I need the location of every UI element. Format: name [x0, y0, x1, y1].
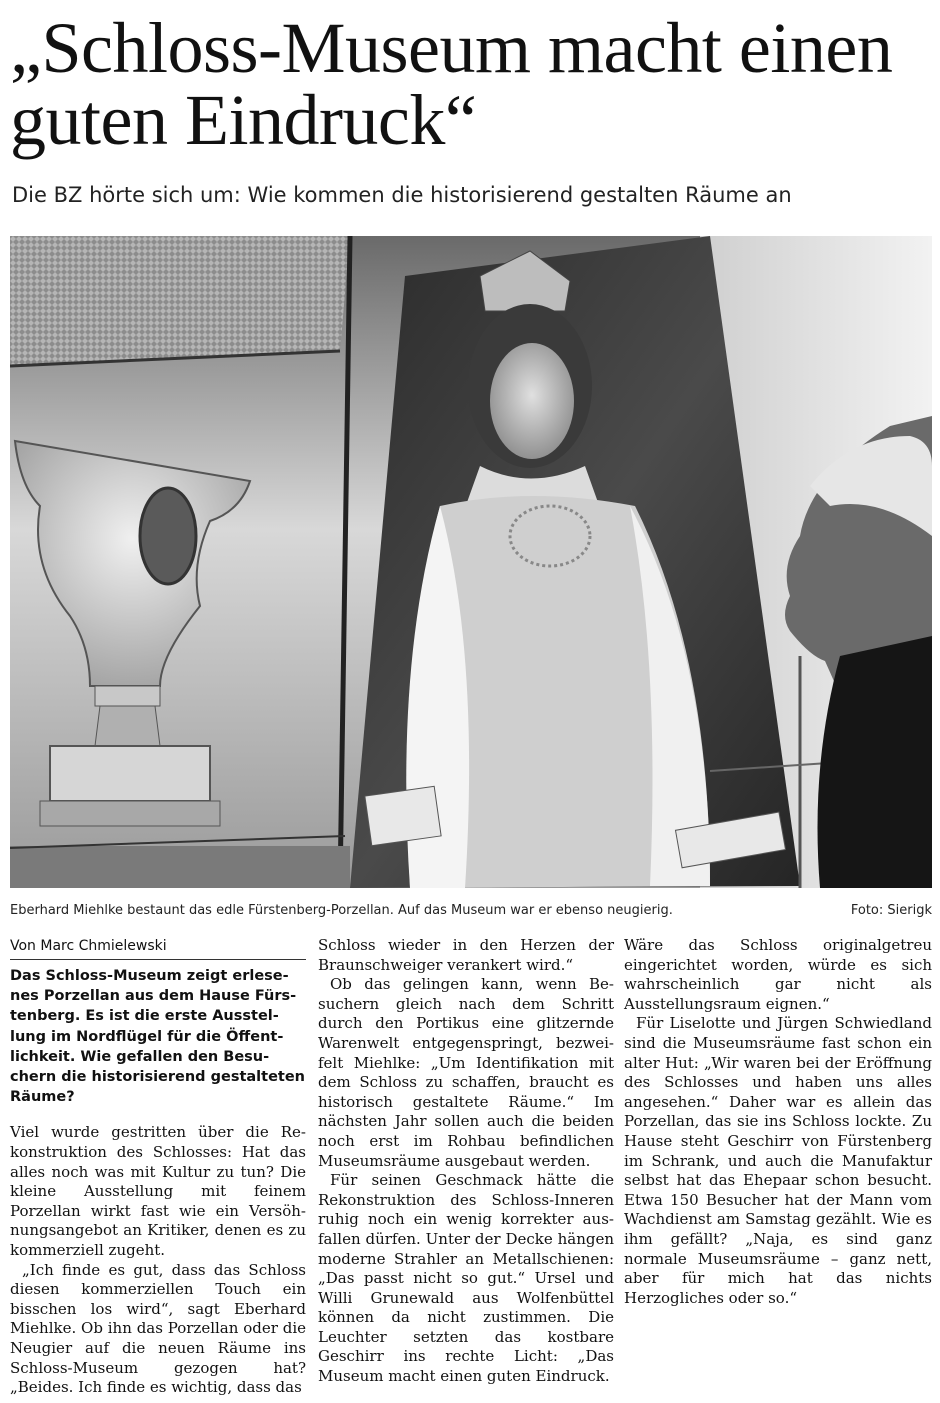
- body-paragraph: „Ich finde es gut, dass das Schloss diesen kommerziellen Touch ein bisschen los wird“, sagt Eberhard Miehlke. Ob ihn das Porzellan oder die Neugier auf die neuen Räume ins Schloss-Museum gezogen hat? „Beides. Ich finde es wichtig, dass das: [10, 1260, 306, 1397]
- body-paragraph: Ob das gelingen kann, wenn Besuchern gleich nach dem Schritt durch den Portikus eine glitzernde Warenwelt entgegenspringt, bezweifelt Miehlke: „Um Identifikation mit dem Schloss zu schaffen, braucht es historisch gestaltete Räume.“ Im nächsten Jahr sollen auch die beiden noch erst im Rohbau befindlichen Museumsräume ausgebaut werden.: [318, 975, 614, 1170]
- article-photo: [10, 236, 932, 888]
- body-paragraph: Schloss wieder in den Herzen der Braunschweiger verankert wird.“: [318, 936, 614, 974]
- body-paragraph: Für Liselotte und Jürgen Schwiedland sind die Museumsräume fast schon ein alter Hut: „Wir waren bei der Eröffnung des Schlosses und haben uns alles angesehen.“ Daher war es allein das Porzellan, das sie ins Schloss lockte. Zu Hause steht Geschirr von Fürstenberg im Schrank, und auch die Manufaktur selbst hat das Ehepaar schon besucht. Etwa 150 Besucher hat der Mann vom Wachdienst am Samstag gezählt. Wie es ihm gefällt? „Naja, es sind ganz normale Museumsräume – ganz nett, aber für mich hat das nichts Herzogliches oder so.“: [624, 1014, 932, 1307]
- subheadline: Die BZ hörte sich um: Wie kommen die historisierend gestalten Räume an: [12, 183, 792, 207]
- body-paragraph: Viel wurde gestritten über die Rekonstruktion des Schlosses: Hat das alles noch was mit Kultur zu tun? Die kleine Ausstellung mit feinem Porzellan wirkt fast wie ein Versöhnungsangebot an Kritiker, denen es zu kommerziell zugeht.: [10, 1123, 306, 1259]
- article-column-1: [10, 936, 306, 1398]
- headline: „Schloss-Museum macht einen guten Eindruck“: [10, 8, 893, 160]
- photo-caption: Eberhard Miehlke bestaunt das edle Fürstenberg-Porzellan. Auf das Museum war er ebenso neugierig.: [10, 903, 673, 918]
- museum-photo-illustration: [10, 236, 932, 888]
- body-paragraph: Für seinen Geschmack hätte die Rekonstruktion des Schloss-Inneren ruhig noch ein wenig korrekter ausfallen dürfen. Unter der Decke hängen moderne Strahler an Metallschienen: „Das passt nicht so gut.“ Ursel und Willi Grunewald aus Wolfenbüttel können da nicht zustimmen. Die Leuchter setzten das kostbare Geschirr ins rechte Licht: „Das Museum macht einen guten Eindruck.: [318, 1171, 614, 1386]
- photo-caption-bar: [10, 900, 932, 922]
- photo-credit: Foto: Sierigk: [850, 903, 932, 918]
- body-paragraph: Wäre das Schloss originalgetreu eingerichtet worden, würde es sich wahrscheinlich gar nicht als Ausstellungsraum eignen.“: [624, 936, 932, 1013]
- byline: Von Marc Chmielewski: [10, 936, 306, 960]
- lead-paragraph: Das Schloss-Museum zeigt erlesenes Porzellan aus dem Hause Fürstenberg. Es ist die erste Ausstellung im Nordflügel für die Öffentlichkeit. Wie gefallen den Besuchern die historisierend gestalteten Räume?: [10, 968, 305, 1106]
- article-column-3: [624, 936, 932, 1398]
- article-column-2: [318, 936, 614, 1398]
